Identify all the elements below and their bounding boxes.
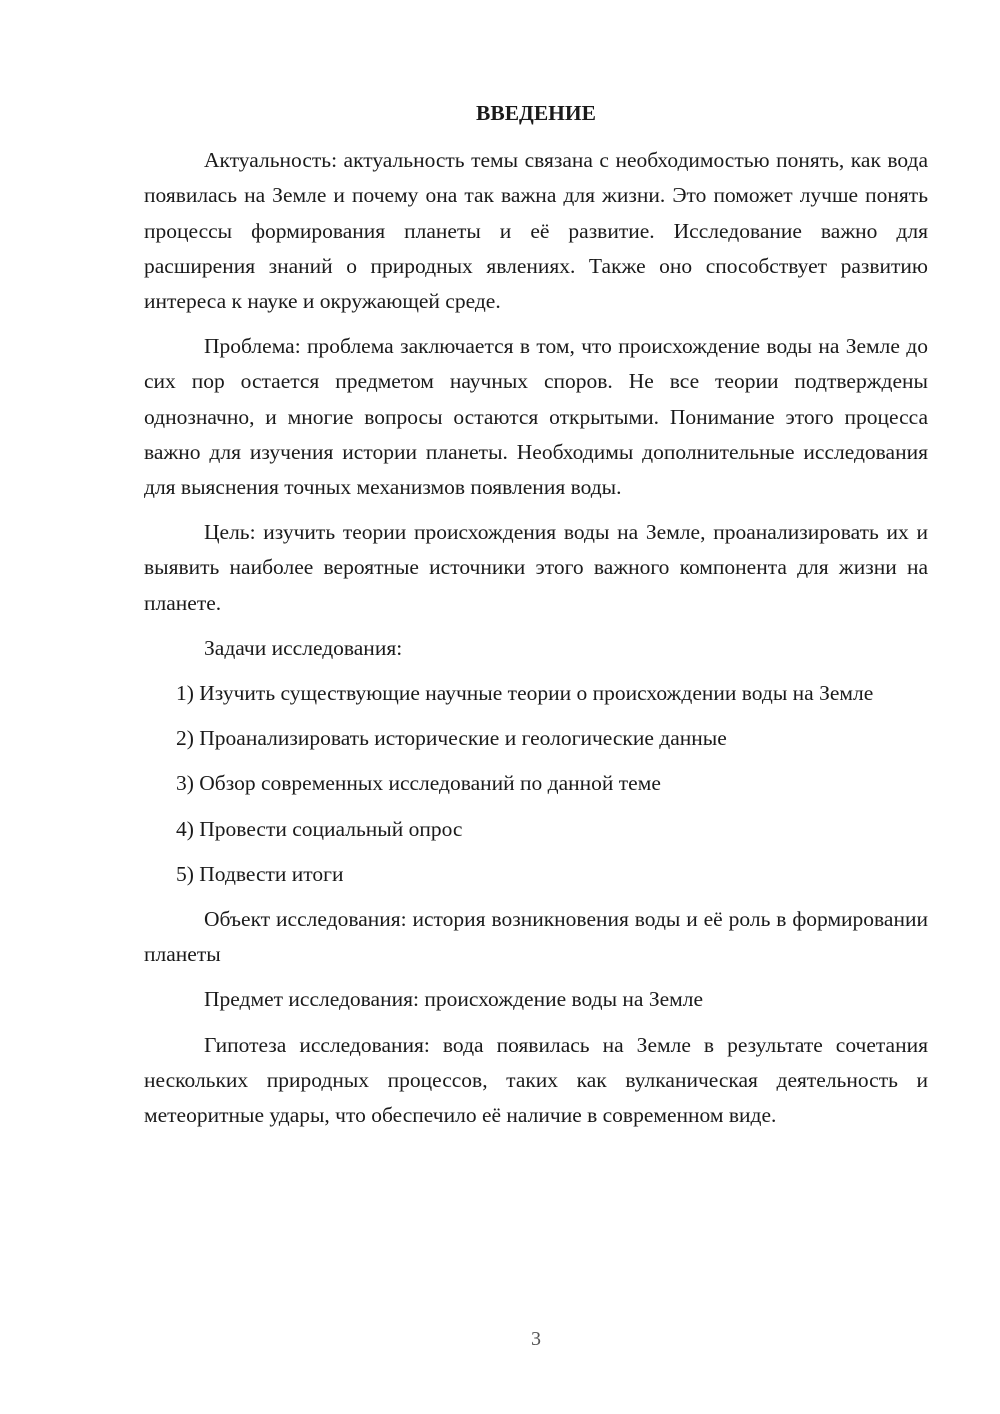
- document-title: ВВЕДЕНИЕ: [476, 101, 596, 125]
- object-paragraph: Объект исследования: история возникновения воды и её роль в формировании планеты: [144, 907, 928, 967]
- tasks-heading: Задачи исследования:: [204, 635, 403, 660]
- goal-paragraph: Цель: изучить теории происхождения воды на Земле, проанализировать их и выявить наиболее вероятные источники этого важного компонента для жизни на планете.: [144, 520, 928, 615]
- problem-paragraph: Проблема: проблема заключается в том, что происхождение воды на Земле до сих пор остается предметом научных споров. Не все теории подтверждены однозначно, и многие вопросы остаются открытыми. Понимание этого процесса важно для изучения истории планеты. Необходимы дополнительные исследования для выяснения точных механизмов появления воды.: [144, 334, 928, 500]
- task-item-3: 3) Обзор современных исследований по данной теме: [176, 771, 661, 796]
- document-page: [144, 96, 928, 1143]
- relevance-paragraph: Актуальность: актуальность темы связана с необходимостью понять, как вода появилась на Земле и почему она так важна для жизни. Это поможет лучше понять процессы формирования планеты и её развитие. Исследование важно для расширения знаний о природных явлениях. Также оно способствует развитию интереса к науке и окружающей среде.: [144, 148, 928, 314]
- task-item-1: 1) Изучить существующие научные теории о происхождении воды на Земле: [176, 681, 874, 706]
- task-item-2: 2) Проанализировать исторические и геологические данные: [176, 726, 727, 751]
- task-item-5: 5) Подвести итоги: [176, 861, 344, 886]
- hypothesis-paragraph: Гипотеза исследования: вода появилась на Земле в результате сочетания нескольких природных процессов, таких как вулканическая деятельность и метеоритные удары, что обеспечило её наличие в современном виде.: [144, 1032, 928, 1128]
- page-number: 3: [531, 1328, 541, 1350]
- task-item-4: 4) Провести социальный опрос: [176, 816, 463, 841]
- subject-paragraph: Предмет исследования: происхождение воды на Земле: [204, 987, 704, 1012]
